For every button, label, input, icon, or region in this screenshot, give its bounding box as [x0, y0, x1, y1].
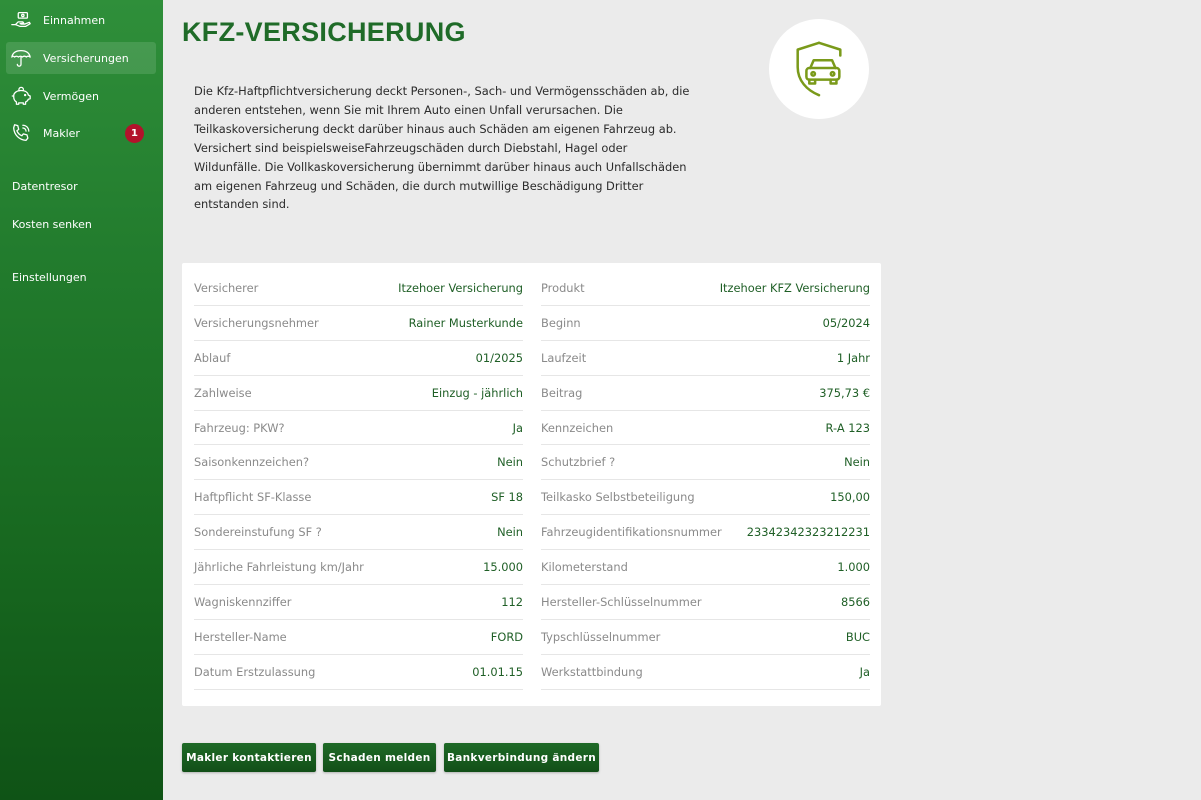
- detail-row-sondereinstufung: [194, 515, 523, 550]
- detail-value: FORD: [490, 629, 523, 644]
- detail-value: 375,73 €: [819, 385, 870, 400]
- sidebar-link-kosten-senken[interactable]: Kosten senken: [12, 218, 92, 231]
- detail-label: Produkt: [541, 280, 585, 295]
- umbrella-icon: [10, 47, 32, 69]
- detail-label: Schutzbrief ?: [541, 455, 616, 470]
- detail-row-kilometerstand: [541, 550, 870, 585]
- detail-row-beitrag: [541, 376, 870, 411]
- detail-row-schutzbrief: [541, 445, 870, 480]
- detail-row-produkt: [541, 271, 870, 306]
- sidebar-item-einnahmen[interactable]: [6, 4, 156, 36]
- detail-value: BUC: [845, 629, 870, 644]
- detail-label: Ablauf: [194, 350, 231, 365]
- detail-value: 23342342323212231: [746, 525, 870, 540]
- detail-label: Teilkasko Selbstbeteiligung: [541, 490, 695, 505]
- detail-label: Hersteller-Name: [194, 629, 287, 644]
- detail-label: Fahrzeugidentifikationsnummer: [541, 525, 722, 540]
- detail-row-hersteller-name: [194, 620, 523, 655]
- detail-label: Haftpflicht SF-Klasse: [194, 490, 312, 505]
- detail-label: Wagniskennziffer: [194, 594, 292, 609]
- detail-label: Saisonkennzeichen?: [194, 455, 310, 470]
- sidebar: [0, 0, 163, 800]
- detail-row-tsn: [541, 620, 870, 655]
- piggy-bank-icon: [10, 85, 32, 107]
- detail-label: Datum Erstzulassung: [194, 664, 316, 679]
- detail-label: Jährliche Fahrleistung km/Jahr: [194, 560, 364, 575]
- detail-label: Typschlüsselnummer: [541, 629, 661, 644]
- detail-row-laufzeit: [541, 341, 870, 376]
- details-column-left: [194, 271, 523, 690]
- detail-value: Einzug - jährlich: [431, 385, 523, 400]
- detail-label: Kennzeichen: [541, 420, 614, 435]
- detail-value: Itzehoer Versicherung: [398, 280, 523, 295]
- detail-value: 05/2024: [822, 315, 870, 330]
- detail-value: Nein: [497, 455, 523, 470]
- detail-label: Kilometerstand: [541, 560, 628, 575]
- detail-row-beginn: [541, 306, 870, 341]
- page-title: KFZ-VERSICHERUNG: [182, 17, 466, 47]
- sidebar-item-label: Einnahmen: [43, 13, 106, 27]
- detail-row-zahlweise: [194, 376, 523, 411]
- detail-value: Rainer Musterkunde: [408, 315, 523, 330]
- detail-value: 15.000: [483, 560, 523, 575]
- detail-label: Versicherer: [194, 280, 259, 295]
- detail-row-fahrzeug-pkw: [194, 411, 523, 446]
- detail-label: Laufzeit: [541, 350, 587, 365]
- detail-row-versicherungsnehmer: [194, 306, 523, 341]
- detail-value: 1.000: [837, 560, 870, 575]
- detail-label: Sondereinstufung SF ?: [194, 525, 322, 540]
- detail-row-ablauf: [194, 341, 523, 376]
- details-column-right: [541, 271, 870, 690]
- detail-value: Nein: [497, 525, 523, 540]
- detail-label: Werkstattbindung: [541, 664, 643, 679]
- report-claim-button[interactable]: Schaden melden: [323, 743, 436, 772]
- contract-details-card: [182, 263, 881, 706]
- detail-row-kennzeichen: [541, 411, 870, 446]
- detail-label: Versicherungsnehmer: [194, 315, 319, 330]
- sidebar-item-label: Versicherungen: [43, 51, 129, 65]
- detail-value: Ja: [512, 420, 523, 435]
- detail-row-wagniskennziffer: [194, 585, 523, 620]
- detail-value: SF 18: [491, 490, 523, 505]
- contact-broker-button[interactable]: Makler kontaktieren: [182, 743, 316, 772]
- detail-row-saisonkennzeichen: [194, 445, 523, 480]
- detail-label: Beitrag: [541, 385, 583, 400]
- notification-badge: 1: [125, 124, 144, 143]
- car-shield-icon: [788, 38, 850, 100]
- detail-row-selbstbeteiligung: [541, 480, 870, 515]
- detail-row-fin: [541, 515, 870, 550]
- detail-label: Zahlweise: [194, 385, 252, 400]
- detail-row-erstzulassung: [194, 655, 523, 690]
- detail-label: Beginn: [541, 315, 581, 330]
- detail-label: Hersteller-Schlüsselnummer: [541, 594, 702, 609]
- detail-value: 01.01.15: [472, 664, 523, 679]
- detail-label: Fahrzeug: PKW?: [194, 420, 285, 435]
- detail-row-hsn: [541, 585, 870, 620]
- phone-icon: [10, 122, 32, 144]
- hero-badge: [769, 19, 869, 119]
- page-description: Die Kfz-Haftpflichtversicherung deckt Personen-, Sach- und Vermögensschäden ab, die anderen entstehen, wenn Sie mit Ihrem Auto einen Unfall verursachen. Die Teilkaskoversicherung deckt darüber hinaus auch Schäden am eigenen Fahrzeug ab. Versichert sind beispielsweiseFahrzeugschäden durch Diebstahl, Hagel oder Wildunfälle. Die Vollkaskoversicherung übernimmt darüber hinaus auch Unfallschäden am eigenen Fahrzeug und Schäden, die durch mutwillige Beschädigung Dritter entstanden sind.: [194, 84, 690, 212]
- sidebar-link-einstellungen[interactable]: Einstellungen: [12, 271, 87, 284]
- detail-value: Ja: [859, 664, 870, 679]
- detail-value: Itzehoer KFZ Versicherung: [719, 280, 870, 295]
- sidebar-item-versicherungen[interactable]: [6, 42, 156, 74]
- detail-row-fahrleistung: [194, 550, 523, 585]
- detail-row-versicherer: [194, 271, 523, 306]
- sidebar-item-vermoegen[interactable]: [6, 80, 156, 112]
- sidebar-item-makler[interactable]: [6, 117, 156, 149]
- change-bank-details-button[interactable]: Bankverbindung ändern: [444, 743, 599, 772]
- sidebar-item-label: Vermögen: [43, 89, 99, 103]
- detail-row-sf-klasse: [194, 480, 523, 515]
- detail-value: 112: [501, 594, 523, 609]
- detail-value: Nein: [844, 455, 870, 470]
- detail-value: 150,00: [830, 490, 870, 505]
- sidebar-link-datentresor[interactable]: Datentresor: [12, 180, 78, 193]
- detail-value: 8566: [841, 594, 870, 609]
- detail-row-werkstattbindung: [541, 655, 870, 690]
- detail-value: R-A 123: [825, 420, 870, 435]
- hand-money-icon: [10, 9, 32, 31]
- detail-value: 1 Jahr: [836, 350, 870, 365]
- detail-value: 01/2025: [475, 350, 523, 365]
- sidebar-item-label: Makler: [43, 126, 80, 140]
